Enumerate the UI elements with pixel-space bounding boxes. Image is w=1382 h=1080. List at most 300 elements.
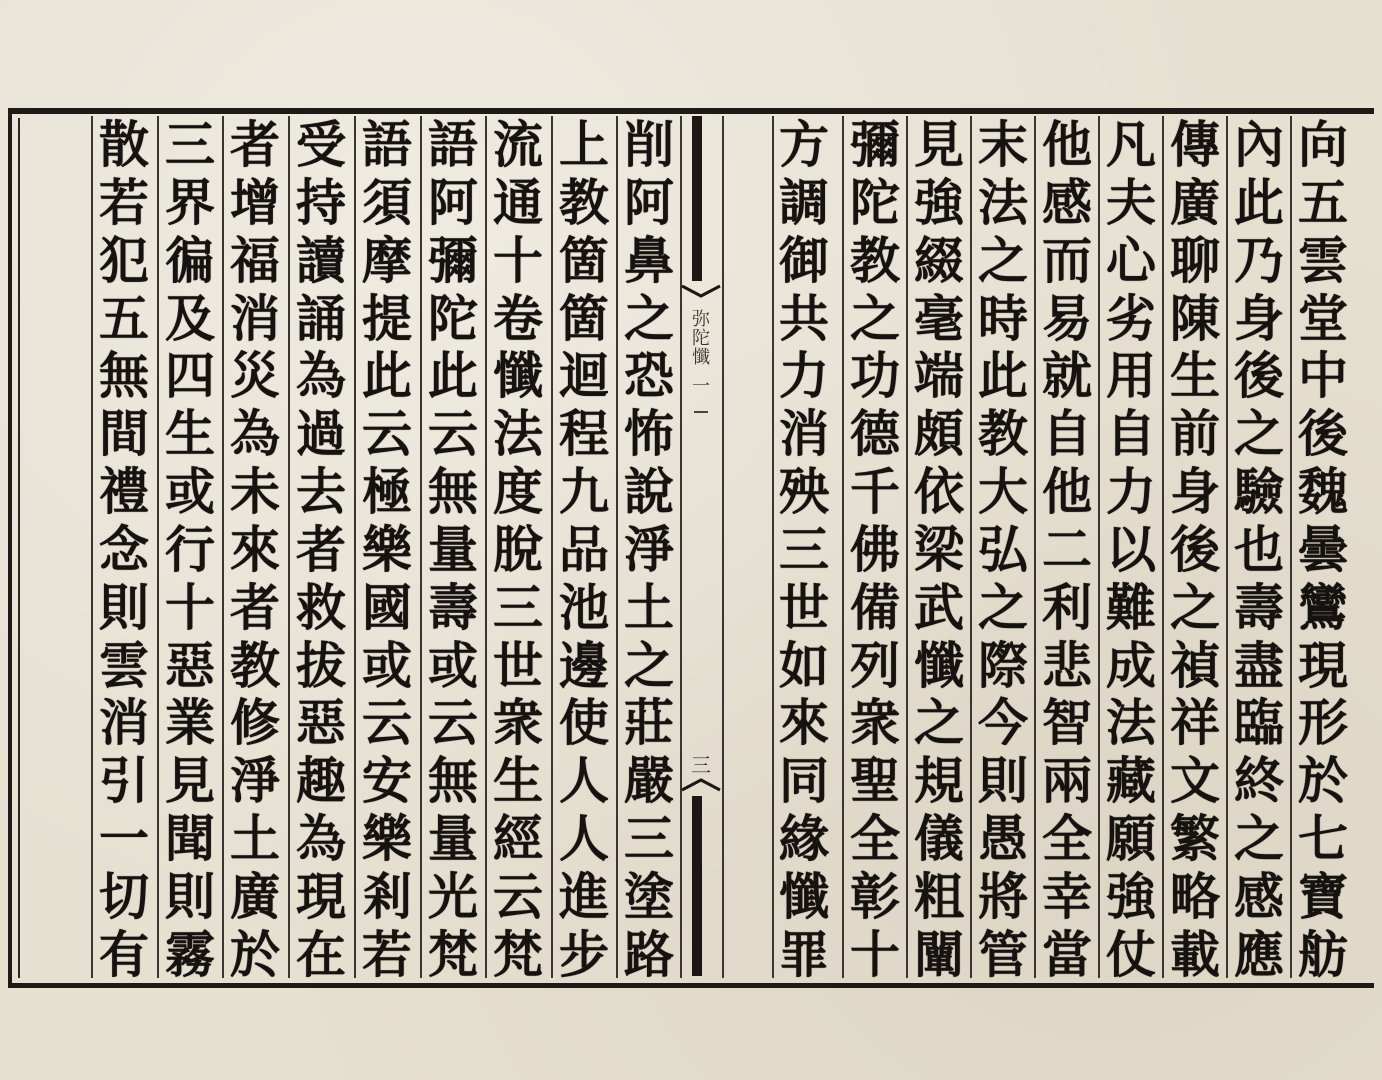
character: 雲 [99, 635, 149, 695]
banxin-juan-mark [694, 411, 708, 413]
text-column [1163, 115, 1227, 984]
character: 十 [850, 924, 900, 984]
character: 毫 [914, 288, 964, 348]
character: 聊 [1170, 230, 1220, 290]
character: 三 [165, 115, 215, 174]
character: 生 [1170, 346, 1220, 406]
character: 之 [914, 693, 964, 753]
character: 教 [978, 404, 1028, 464]
character: 語 [428, 115, 478, 174]
character: 強 [914, 172, 964, 232]
character: 業 [165, 693, 215, 753]
character: 臨 [1234, 693, 1284, 753]
character: 持 [296, 172, 346, 232]
character: 消 [779, 404, 829, 464]
character: 魏 [1298, 462, 1348, 522]
character: 曇 [1298, 519, 1348, 579]
character: 為 [230, 404, 280, 464]
character: 路 [624, 924, 674, 984]
text-column [355, 115, 419, 984]
character: 而 [1042, 230, 1092, 290]
character: 五 [99, 288, 149, 348]
character: 調 [779, 172, 829, 232]
character: 法 [978, 172, 1028, 232]
character: 之 [1234, 809, 1284, 869]
banxin-title-char: 弥 [692, 309, 710, 330]
character: 淨 [624, 519, 674, 579]
character: 驗 [1234, 462, 1284, 522]
character: 經 [493, 809, 543, 869]
character: 教 [850, 230, 900, 290]
center-fold [680, 116, 722, 976]
character: 內 [1234, 115, 1284, 174]
character: 力 [1106, 462, 1156, 522]
character: 力 [779, 346, 829, 406]
character: 來 [779, 693, 829, 753]
character: 仗 [1106, 924, 1156, 984]
banxin-title [686, 311, 716, 397]
character: 阿 [624, 172, 674, 232]
text-column [1035, 115, 1099, 984]
character: 陳 [1170, 288, 1220, 348]
character: 禎 [1170, 635, 1220, 695]
character: 夫 [1106, 172, 1156, 232]
character: 須 [362, 172, 412, 232]
character: 將 [978, 866, 1028, 926]
character: 堂 [1298, 288, 1348, 348]
character: 廣 [230, 866, 280, 926]
character: 方 [779, 115, 829, 174]
character: 粗 [914, 866, 964, 926]
character: 箇 [559, 230, 609, 290]
banxin-title-text [692, 311, 710, 397]
character: 安 [362, 751, 412, 811]
character: 德 [850, 404, 900, 464]
text-column [158, 115, 222, 984]
banxin-title-char: 懺 [692, 346, 710, 368]
character: 感 [1042, 172, 1092, 232]
character: 度 [493, 462, 543, 522]
character: 於 [230, 924, 280, 984]
character: 他 [1042, 462, 1092, 522]
character: 生 [165, 404, 215, 464]
character: 衆 [493, 693, 543, 753]
character: 削 [624, 115, 674, 174]
character: 世 [779, 577, 829, 637]
character: 塗 [624, 866, 674, 926]
character: 身 [1170, 462, 1220, 522]
character: 淨 [230, 751, 280, 811]
character: 云 [362, 693, 412, 753]
character: 九 [559, 462, 609, 522]
character: 智 [1042, 693, 1092, 753]
character: 國 [362, 577, 412, 637]
character: 之 [624, 635, 674, 695]
character: 際 [978, 635, 1028, 695]
character: 壽 [1234, 577, 1284, 637]
character: 舫 [1298, 924, 1348, 984]
character: 此 [978, 346, 1028, 406]
character: 衆 [850, 693, 900, 753]
fishtail-bottom-icon [680, 778, 722, 792]
character: 使 [559, 693, 609, 753]
character: 於 [1298, 751, 1348, 811]
character: 則 [99, 577, 149, 637]
character: 身 [1234, 288, 1284, 348]
text-column [1099, 115, 1163, 984]
text-column [552, 115, 616, 984]
character: 十 [165, 577, 215, 637]
character: 見 [165, 751, 215, 811]
character: 文 [1170, 751, 1220, 811]
character: 管 [978, 924, 1028, 984]
character: 佛 [850, 519, 900, 579]
character: 怖 [624, 404, 674, 464]
character: 殃 [779, 462, 829, 522]
character: 土 [624, 577, 674, 637]
character: 凡 [1106, 115, 1156, 174]
character: 依 [914, 462, 964, 522]
banxin-title-char: 陀 [692, 327, 710, 349]
character: 惡 [165, 635, 215, 695]
character: 惡 [296, 693, 346, 753]
character: 救 [296, 577, 346, 637]
character: 語 [362, 115, 412, 174]
character: 進 [559, 866, 609, 926]
character: 末 [978, 115, 1028, 174]
character: 千 [850, 462, 900, 522]
character: 兩 [1042, 751, 1092, 811]
character: 盡 [1234, 635, 1284, 695]
character: 時 [978, 288, 1028, 348]
character: 消 [230, 288, 280, 348]
character: 災 [230, 346, 280, 406]
character: 五 [1298, 172, 1348, 232]
character: 現 [296, 866, 346, 926]
text-column [1291, 115, 1355, 984]
character: 備 [850, 577, 900, 637]
character: 終 [1234, 751, 1284, 811]
character: 福 [230, 230, 280, 290]
banxin-page-number: 三 [691, 753, 711, 777]
character: 強 [1106, 866, 1156, 926]
character: 提 [362, 288, 412, 348]
text-column [971, 115, 1035, 984]
character: 十 [493, 230, 543, 290]
character: 池 [559, 577, 609, 637]
character: 界 [165, 172, 215, 232]
text-column [421, 115, 485, 984]
character: 感 [1234, 866, 1284, 926]
character: 之 [978, 577, 1028, 637]
character: 四 [165, 346, 215, 406]
character: 拔 [296, 635, 346, 695]
character: 緣 [779, 809, 829, 869]
character: 之 [978, 230, 1028, 290]
character: 頗 [914, 404, 964, 464]
character: 劣 [1106, 288, 1156, 348]
text-column [907, 115, 971, 984]
character: 若 [99, 172, 149, 232]
character: 或 [165, 462, 215, 522]
character: 成 [1106, 635, 1156, 695]
character: 幸 [1042, 866, 1092, 926]
character: 大 [978, 462, 1028, 522]
column-rule [722, 116, 724, 978]
character: 之 [1170, 577, 1220, 637]
character: 壽 [428, 577, 478, 637]
character: 則 [978, 751, 1028, 811]
character: 易 [1042, 288, 1092, 348]
character: 者 [230, 115, 280, 174]
character: 步 [559, 924, 609, 984]
character: 共 [779, 288, 829, 348]
character: 心 [1106, 230, 1156, 290]
character: 闡 [914, 924, 964, 984]
character: 趣 [296, 751, 346, 811]
frame-left-inner-border [18, 118, 20, 978]
banxin-juan-number: 一 [692, 375, 710, 397]
character: 一 [99, 809, 149, 869]
character: 為 [296, 809, 346, 869]
character: 品 [559, 519, 609, 579]
character: 去 [296, 462, 346, 522]
character: 傳 [1170, 115, 1220, 174]
character: 無 [99, 346, 149, 406]
character: 若 [362, 924, 412, 984]
character: 此 [428, 346, 478, 406]
character: 量 [428, 809, 478, 869]
character: 散 [99, 115, 149, 174]
character: 利 [1042, 577, 1092, 637]
character: 土 [230, 809, 280, 869]
character: 之 [850, 288, 900, 348]
character: 人 [559, 809, 609, 869]
character: 自 [1106, 404, 1156, 464]
character: 云 [428, 693, 478, 753]
character: 規 [914, 751, 964, 811]
text-column [772, 115, 836, 984]
character: 彰 [850, 866, 900, 926]
character: 列 [850, 635, 900, 695]
character: 光 [428, 866, 478, 926]
character: 功 [850, 346, 900, 406]
character: 念 [99, 519, 149, 579]
fishtail-top-icon [680, 284, 722, 298]
text-column [617, 115, 681, 984]
character: 後 [1170, 519, 1220, 579]
character: 或 [362, 635, 412, 695]
character: 略 [1170, 866, 1220, 926]
character: 梵 [428, 924, 478, 984]
character: 樂 [362, 519, 412, 579]
character: 脫 [493, 519, 543, 579]
character: 法 [1106, 693, 1156, 753]
fishtail-bar-bottom [692, 796, 702, 976]
character: 無 [428, 751, 478, 811]
character: 藏 [1106, 751, 1156, 811]
character: 之 [1234, 404, 1284, 464]
character: 廣 [1170, 172, 1220, 232]
character: 聖 [850, 751, 900, 811]
character: 陀 [850, 172, 900, 232]
character: 也 [1234, 519, 1284, 579]
character: 中 [1298, 346, 1348, 406]
character: 世 [493, 635, 543, 695]
character: 有 [99, 924, 149, 984]
character: 彌 [428, 230, 478, 290]
character: 乃 [1234, 230, 1284, 290]
character: 就 [1042, 346, 1092, 406]
character: 未 [230, 462, 280, 522]
character: 此 [362, 346, 412, 406]
character: 在 [296, 924, 346, 984]
character: 剎 [362, 866, 412, 926]
character: 之 [624, 288, 674, 348]
character: 法 [493, 404, 543, 464]
character: 消 [99, 693, 149, 753]
character: 鼻 [624, 230, 674, 290]
character: 他 [1042, 115, 1092, 174]
character: 雲 [1298, 230, 1348, 290]
character: 愚 [978, 809, 1028, 869]
frame-left-border [8, 112, 12, 987]
character: 同 [779, 751, 829, 811]
character: 恐 [624, 346, 674, 406]
character: 自 [1042, 404, 1092, 464]
character: 聞 [165, 809, 215, 869]
character: 載 [1170, 924, 1220, 984]
character: 教 [230, 635, 280, 695]
character: 卷 [493, 288, 543, 348]
character: 彌 [850, 115, 900, 174]
character: 用 [1106, 346, 1156, 406]
character: 儀 [914, 809, 964, 869]
character: 禮 [99, 462, 149, 522]
character: 見 [914, 115, 964, 174]
character: 三 [779, 519, 829, 579]
character: 邊 [559, 635, 609, 695]
character: 武 [914, 577, 964, 637]
character: 今 [978, 693, 1028, 753]
character: 者 [296, 519, 346, 579]
character: 犯 [99, 230, 149, 290]
character: 者 [230, 577, 280, 637]
character: 誦 [296, 288, 346, 348]
character: 及 [165, 288, 215, 348]
character: 增 [230, 172, 280, 232]
character: 教 [559, 172, 609, 232]
character: 懺 [779, 866, 829, 926]
character: 難 [1106, 577, 1156, 637]
character: 鸞 [1298, 577, 1348, 637]
character: 霧 [165, 924, 215, 984]
character: 如 [779, 635, 829, 695]
text-column [843, 115, 907, 984]
character: 云 [428, 404, 478, 464]
character: 嚴 [624, 751, 674, 811]
character: 懺 [493, 346, 543, 406]
character: 量 [428, 519, 478, 579]
text-column [223, 115, 287, 984]
character: 行 [165, 519, 215, 579]
character: 來 [230, 519, 280, 579]
character: 云 [362, 404, 412, 464]
character: 現 [1298, 635, 1348, 695]
text-column [486, 115, 550, 984]
text-column [1227, 115, 1291, 984]
character: 人 [559, 751, 609, 811]
character: 三 [624, 809, 674, 869]
character: 莊 [624, 693, 674, 753]
character: 罪 [779, 924, 829, 984]
character: 祥 [1170, 693, 1220, 753]
character: 全 [1042, 809, 1092, 869]
character: 箇 [559, 288, 609, 348]
character: 則 [165, 866, 215, 926]
character: 願 [1106, 809, 1156, 869]
character: 阿 [428, 172, 478, 232]
character: 過 [296, 404, 346, 464]
character: 三 [493, 577, 543, 637]
character: 梵 [493, 924, 543, 984]
character: 繁 [1170, 809, 1220, 869]
character: 通 [493, 172, 543, 232]
character: 摩 [362, 230, 412, 290]
character: 後 [1234, 346, 1284, 406]
character: 無 [428, 462, 478, 522]
character: 受 [296, 115, 346, 174]
character: 悲 [1042, 635, 1092, 695]
character: 或 [428, 635, 478, 695]
character: 陀 [428, 288, 478, 348]
character: 向 [1298, 115, 1348, 174]
character: 二 [1042, 519, 1092, 579]
character: 樂 [362, 809, 412, 869]
character: 迴 [559, 346, 609, 406]
character: 後 [1298, 404, 1348, 464]
character: 形 [1298, 693, 1348, 753]
character: 為 [296, 346, 346, 406]
character: 前 [1170, 404, 1220, 464]
fishtail-bar-top [692, 116, 702, 281]
character: 讀 [296, 230, 346, 290]
character: 全 [850, 809, 900, 869]
character: 梁 [914, 519, 964, 579]
character: 引 [99, 751, 149, 811]
character: 寶 [1298, 866, 1348, 926]
character: 當 [1042, 924, 1092, 984]
character: 說 [624, 462, 674, 522]
character: 端 [914, 346, 964, 406]
character: 七 [1298, 809, 1348, 869]
text-column [289, 115, 353, 984]
character: 云 [493, 866, 543, 926]
character: 綴 [914, 230, 964, 290]
character: 以 [1106, 519, 1156, 579]
character: 修 [230, 693, 280, 753]
character: 懺 [914, 635, 964, 695]
character: 弘 [978, 519, 1028, 579]
text-column [92, 115, 156, 984]
character: 切 [99, 866, 149, 926]
character: 徧 [165, 230, 215, 290]
character: 流 [493, 115, 543, 174]
character: 生 [493, 751, 543, 811]
character: 極 [362, 462, 412, 522]
character: 御 [779, 230, 829, 290]
character: 應 [1234, 924, 1284, 984]
